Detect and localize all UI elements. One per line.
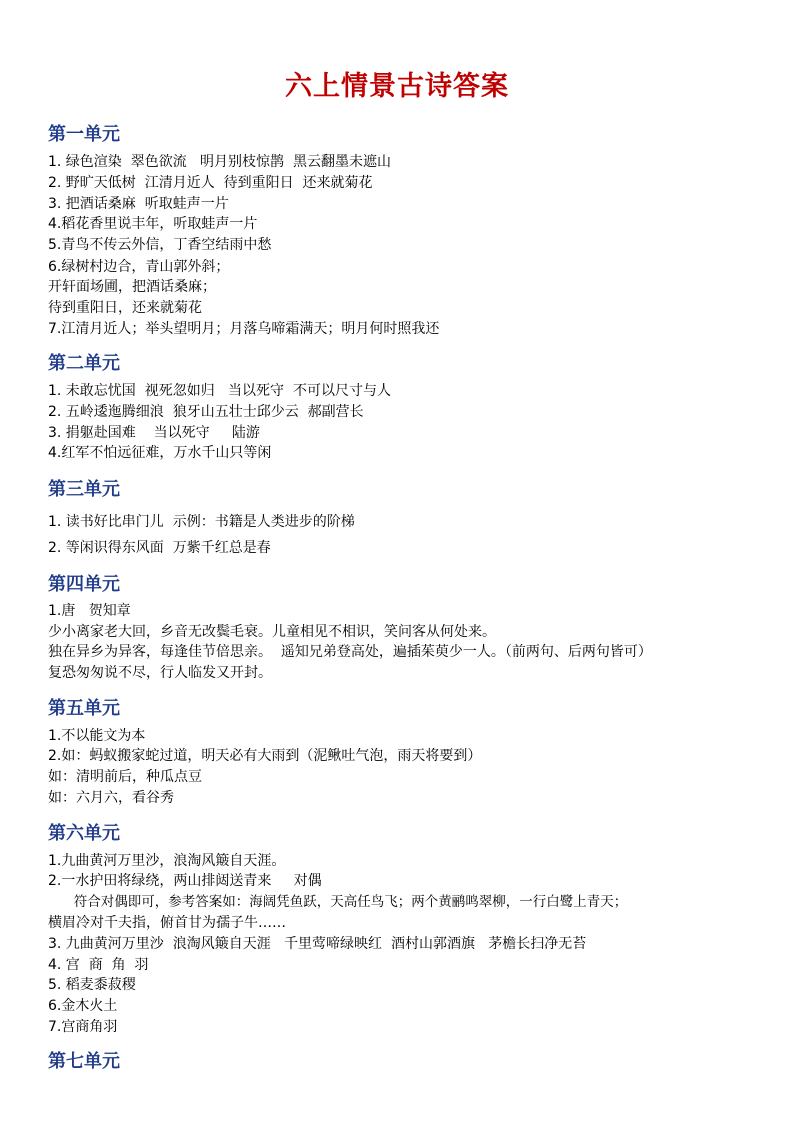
answer-line: 少小离家老大回，乡音无改鬓毛衰。儿童相见不相识，笑问客从何处来。 <box>48 624 496 640</box>
answer-line: 1. 读书好比串门儿 示例：书籍是人类进步的阶梯 <box>48 514 355 530</box>
answer-line: 如：清明前后，种瓜点豆 <box>48 769 202 785</box>
answer-line: 5.青鸟不传云外信，丁香空结雨中愁 <box>48 237 272 253</box>
answer-line: 2.一水护田将绿绕，两山排闼送青来 对偶 <box>48 873 322 889</box>
answer-line: 1.唐 贺知章 <box>48 603 131 619</box>
answer-line: 7.宫商角羽 <box>48 1019 118 1035</box>
answer-line: 3. 九曲黄河万里沙 浪淘风簸自天涯 千里莺啼绿映红 酒村山郭酒旗 茅檐长扫净无苔 <box>48 936 587 952</box>
answer-line: 4.红军不怕远征难，万水千山只等闲 <box>48 445 272 461</box>
unit-heading-2: 第二单元 <box>48 353 120 374</box>
answer-line: 1.不以能文为本 <box>48 728 146 744</box>
unit-heading-5: 第五单元 <box>48 698 120 719</box>
answer-line: 复恐匆匆说不尽，行人临发又开封。 <box>48 665 272 681</box>
unit-heading-4: 第四单元 <box>48 574 120 595</box>
answer-line: 6.绿树村边合，青山郭外斜； <box>48 259 230 275</box>
answer-line: 符合对偶即可，参考答案如：海阔凭鱼跃，天高任鸟飞；两个黄鹂鸣翠柳，一行白鹭上青天； <box>48 894 628 910</box>
answer-line: 如：六月六，看谷秀 <box>48 790 174 806</box>
document-title: 六上情景古诗答案 <box>285 71 509 102</box>
answer-line: 开轩面场圃，把酒话桑麻； <box>48 279 216 295</box>
answer-line: 4. 宫 商 角 羽 <box>48 957 149 973</box>
answer-line: 1. 未敢忘忧国 视死忽如归 当以死守 不可以尺寸与人 <box>48 383 391 399</box>
answer-line: 5. 稻麦黍菽稷 <box>48 977 136 993</box>
answer-line: 独在异乡为异客，每逢佳节倍思亲。 遥知兄弟登高处，遍插茱萸少一人。（前两句、后两句皆可） <box>48 644 652 660</box>
unit-heading-6: 第六单元 <box>48 823 120 844</box>
answer-line: 待到重阳日，还来就菊花 <box>48 300 202 316</box>
answer-line: 2. 五岭逶迤腾细浪 狼牙山五壮士邱少云 郝副营长 <box>48 404 364 420</box>
answer-line: 6.金木火土 <box>48 998 118 1014</box>
answer-line: 2.如：蚂蚁搬家蛇过道，明天必有大雨到（泥鳅吐气泡，雨天将要到） <box>48 748 482 764</box>
answer-line: 2. 野旷天低树 江清月近人 待到重阳日 还来就菊花 <box>48 175 373 191</box>
answer-line: 1.九曲黄河万里沙，浪淘风簸自天涯。 <box>48 853 286 869</box>
unit-heading-1: 第一单元 <box>48 124 120 145</box>
unit-heading-3: 第三单元 <box>48 479 120 500</box>
answer-line: 1. 绿色渲染 翠色欲流 明月别枝惊鹊 黑云翻墨未遮山 <box>48 154 391 170</box>
answer-line: 2. 等闲识得东风面 万紫千红总是春 <box>48 540 271 556</box>
answer-line: 7.江清月近人；举头望明月；月落乌啼霜满天；明月何时照我还 <box>48 321 440 337</box>
answer-line: 4.稻花香里说丰年，听取蛙声一片 <box>48 216 258 232</box>
answer-line: 横眉冷对千夫指，俯首甘为孺子牛…… <box>48 915 286 931</box>
unit-heading-7: 第七单元 <box>48 1051 120 1072</box>
answer-line: 3. 把酒话桑麻 听取蛙声一片 <box>48 196 229 212</box>
answer-line: 3. 捐躯赴国难 当以死守 陆游 <box>48 425 260 441</box>
